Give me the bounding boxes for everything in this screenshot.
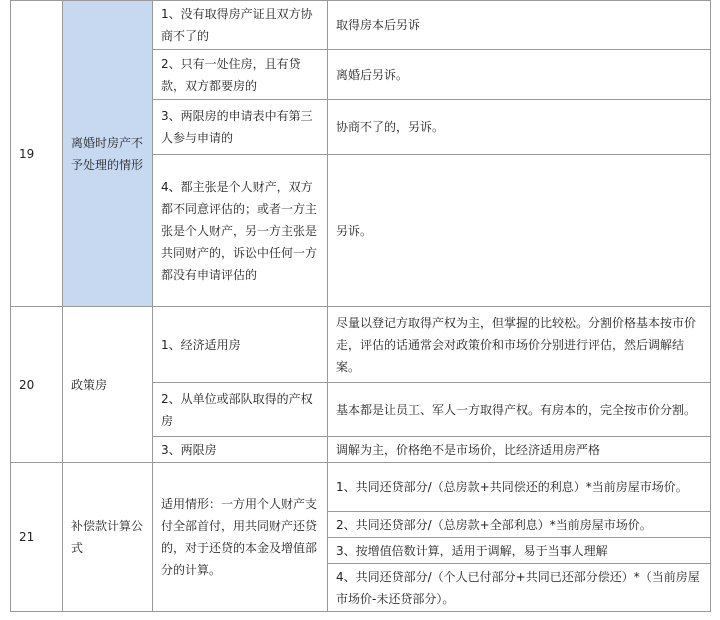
case-cell: 1、没有取得房产证且双方协商不了的 — [153, 1, 328, 50]
result-cell: 调解为主，价格绝不是市场价，比经济适用房严格 — [328, 437, 711, 463]
row-number: 19 — [11, 1, 63, 307]
table-row — [11, 307, 711, 383]
case-cell: 3、两限房的申请表中有第三人参与申请的 — [153, 100, 328, 155]
topic-cell: 补偿款计算公式 — [63, 463, 153, 612]
table-row — [11, 463, 711, 512]
row-number: 20 — [11, 307, 63, 463]
formula-cell: 4、共同还贷部分/（个人已付部分+共同已还部分偿还）*（当前房屋市场价-未还贷部分）。 — [328, 564, 711, 612]
table-row — [11, 1, 711, 50]
case-cell: 4、都主张是个人财产，双方都不同意评估的；或者一方主张是个人财产，另一方主张是共同财产的，诉讼中任何一方都没有申请评估的 — [153, 155, 328, 307]
topic-cell: 离婚时房产不予处理的情形 — [63, 1, 153, 307]
formula-cell: 2、共同还贷部分/（总房款+全部利息）*当前房屋市场价。 — [328, 512, 711, 538]
result-cell: 取得房本后另诉 — [328, 1, 711, 50]
formula-cell: 3、按增值倍数计算，适用于调解，易于当事人理解 — [328, 538, 711, 564]
case-cell: 3、两限房 — [153, 437, 328, 463]
row-number: 21 — [11, 463, 63, 612]
topic-cell: 政策房 — [63, 307, 153, 463]
rules-table — [10, 0, 711, 612]
result-cell: 另诉。 — [328, 155, 711, 307]
result-cell: 离婚后另诉。 — [328, 50, 711, 100]
result-cell: 尽量以登记方取得产权为主，但掌握的比较松。分割价格基本按市价走，评估的话通常会对政策价和市场价分别进行评估，然后调解结案。 — [328, 307, 711, 383]
formula-cell: 1、共同还贷部分/（总房款+共同偿还的利息）*当前房屋市场价。 — [328, 463, 711, 512]
case-cell: 2、只有一处住房，且有贷款，双方都要房的 — [153, 50, 328, 100]
case-cell: 2、从单位或部队取得的产权房 — [153, 383, 328, 437]
condition-cell: 适用情形：一方用个人财产支付全部首付，用共同财产还贷的，对于还贷的本金及增值部分的计算。 — [153, 463, 328, 612]
result-cell: 协商不了的，另诉。 — [328, 100, 711, 155]
result-cell: 基本都是让员工、军人一方取得产权。有房本的，完全按市价分割。 — [328, 383, 711, 437]
case-cell: 1、经济适用房 — [153, 307, 328, 383]
